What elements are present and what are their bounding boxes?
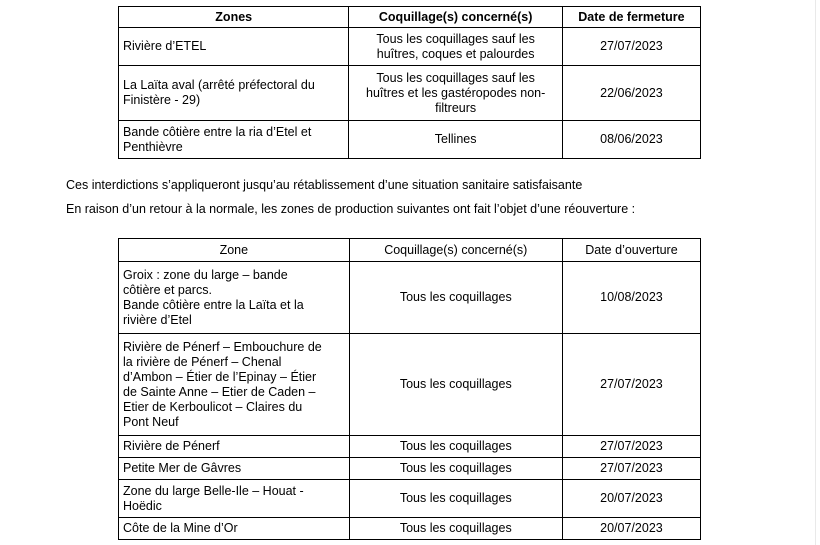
- date-cell: 22/06/2023: [562, 66, 700, 121]
- table-row: [119, 458, 701, 480]
- shellfish-cell: Tous les coquillages: [349, 458, 562, 480]
- table-row: [119, 121, 701, 159]
- date-cell: 10/08/2023: [562, 262, 700, 334]
- shellfish-cell: Tous les coquillages: [349, 518, 562, 540]
- header-shellfish: Coquillage(s) concerné(s): [349, 239, 562, 262]
- zone-cell: Petite Mer de Gâvres: [119, 458, 350, 480]
- zone-cell: Rivière d’ETEL: [119, 28, 349, 66]
- zone-cell: Groix : zone du large – bande côtière et parcs. Bande côtière entre la Laïta et la rivière d’Etel: [119, 262, 350, 334]
- zone-cell: Côte de la Mine d’Or: [119, 518, 350, 540]
- zone-cell: Rivière de Pénerf: [119, 436, 350, 458]
- closures-table: [118, 6, 701, 159]
- shellfish-cell: Tous les coquillages: [349, 436, 562, 458]
- table-header-row: [119, 7, 701, 28]
- zone-cell: Rivière de Pénerf – Embouchure de la rivière de Pénerf – Chenal d’Ambon – Étier de l’Epinay – Étier de Sainte Anne – Etier de Caden – Etier de Kerboulicot – Claires du Pont Neuf: [119, 334, 350, 436]
- table-row: [119, 262, 701, 334]
- table-row: [119, 518, 701, 540]
- interdiction-note: Ces interdictions s’appliqueront jusqu’au rétablissement d’une situation sanitaire satisfaisante: [66, 178, 583, 192]
- table-row: [119, 28, 701, 66]
- date-cell: 08/06/2023: [562, 121, 700, 159]
- zone-cell: Zone du large Belle-Ile – Houat - Hoëdic: [119, 480, 350, 518]
- shellfish-cell: Tous les coquillages: [349, 262, 562, 334]
- header-shellfish: Coquillage(s) concerné(s): [349, 7, 562, 28]
- table-header-row: [119, 239, 701, 262]
- zone-cell: Bande côtière entre la ria d’Etel et Penthièvre: [119, 121, 349, 159]
- table-row: [119, 480, 701, 518]
- shellfish-cell: Tous les coquillages sauf les huîtres et les gastéropodes non- filtreurs: [349, 66, 562, 121]
- zone-cell: La Laïta aval (arrêté préfectoral du Finistère - 29): [119, 66, 349, 121]
- date-cell: 27/07/2023: [562, 334, 700, 436]
- date-cell: 20/07/2023: [562, 480, 700, 518]
- date-cell: 27/07/2023: [562, 436, 700, 458]
- header-opening-date: Date d’ouverture: [562, 239, 700, 262]
- shellfish-cell: Tous les coquillages sauf les huîtres, coques et palourdes: [349, 28, 562, 66]
- date-cell: 20/07/2023: [562, 518, 700, 540]
- header-zone: Zone: [119, 239, 350, 262]
- table-row: [119, 334, 701, 436]
- shellfish-cell: Tellines: [349, 121, 562, 159]
- date-cell: 27/07/2023: [562, 458, 700, 480]
- reopenings-table: [118, 238, 701, 540]
- header-closing-date: Date de fermeture: [562, 7, 700, 28]
- header-zones: Zones: [119, 7, 349, 28]
- table-row: [119, 66, 701, 121]
- shellfish-cell: Tous les coquillages: [349, 480, 562, 518]
- date-cell: 27/07/2023: [562, 28, 700, 66]
- reopening-intro: En raison d’un retour à la normale, les zones de production suivantes ont fait l’objet d’une réouverture :: [66, 202, 636, 216]
- shellfish-cell: Tous les coquillages: [349, 334, 562, 436]
- page-edge: [815, 0, 816, 545]
- table-row: [119, 436, 701, 458]
